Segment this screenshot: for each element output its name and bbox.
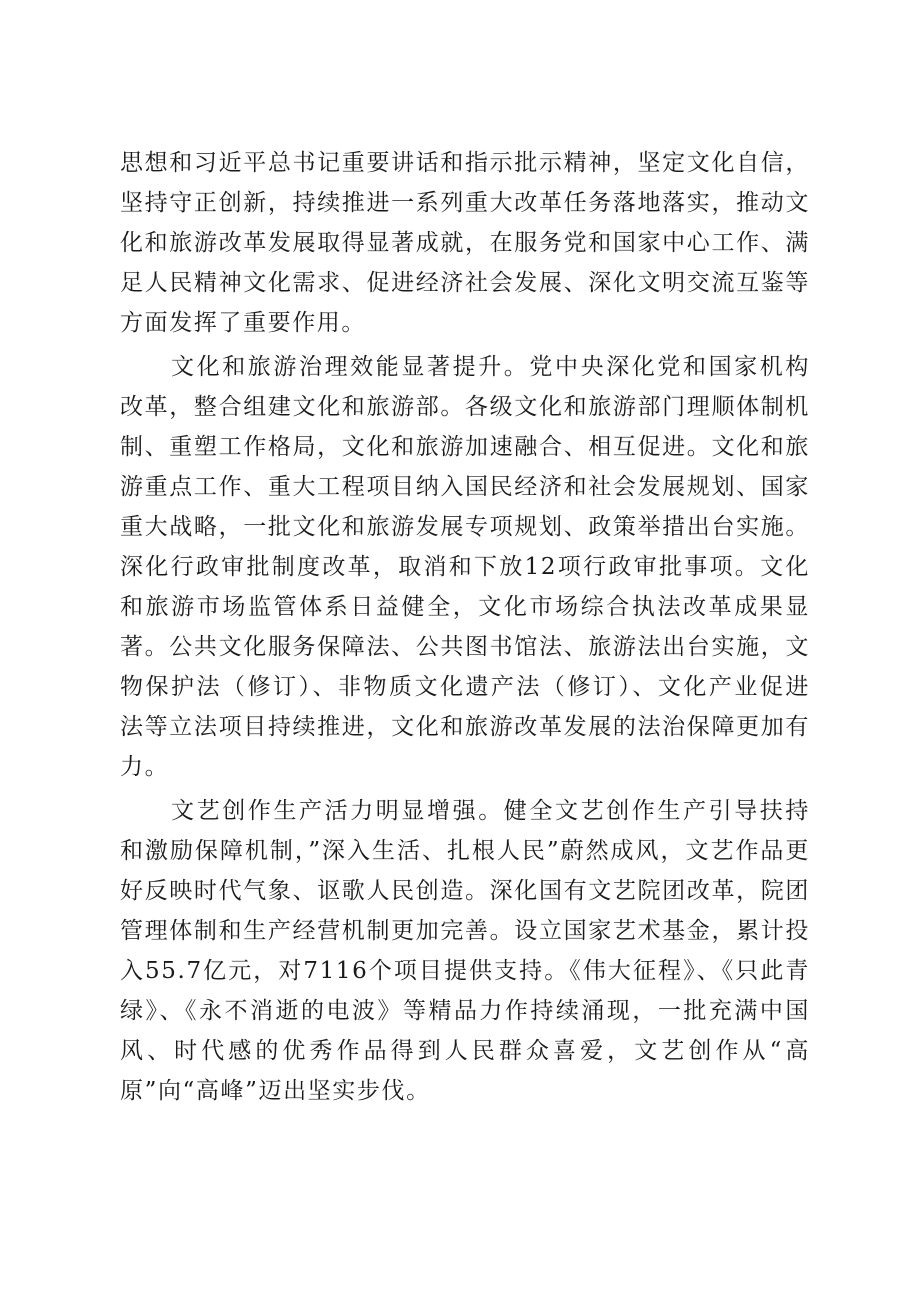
paragraph-continuation: 思想和习近平总书记重要讲话和指示批示精神，坚定文化自信，坚持守正创新，持续推进一系列重大改革任务落地落实，推动文化和旅游改革发展取得显著成就，在服务党和国家中心工作、满足人民精神文化需求、促进经济社会发展、深化文明交流互鉴等方面发挥了重要作用。 (120, 150, 810, 336)
document-body (120, 143, 810, 1115)
paragraph-governance: 文化和旅游治理效能显著提升。党中央深化党和国家机构改革，整合组建文化和旅游部。各级文化和旅游部门理顺体制机制、重塑工作格局，文化和旅游加速融合、相互促进。文化和旅游重点工作、重大工程项目纳入国民经济和社会发展规划、国家重大战略，一批文化和旅游发展专项规划、政策举措出台实施。深化行政审批制度改革，取消和下放12项行政审批事项。文化和旅游市场监管体系日益健全，文化市场综合执法改革成果显著。公共文化服务保障法、公共图书馆法、旅游法出台实施，文物保护法（修订）、非物质文化遗产法（修订）、文化产业促进法等立法项目持续推进，文化和旅游改革发展的法治保障更加有力。 (120, 354, 810, 780)
paragraph-arts-creation: 文艺创作生产活力明显增强。健全文艺创作生产引导扶持和激励保障机制，”深入生活、扎根人民”蔚然成风，文艺作品更好反映时代气象、讴歌人民创造。深化国有文艺院团改革，院团管理体制和生产经营机制更加完善。设立国家艺术基金，累计投入55.7亿元，对7116个项目提供支持。《伟大征程》、《只此青绿》、《永不消逝的电波》等精品力作持续涌现，一批充满中国风、时代感的优秀作品得到人民群众喜爱，文艺创作从“高原”向“高峰”迈出坚实步伐。 (120, 798, 810, 1104)
